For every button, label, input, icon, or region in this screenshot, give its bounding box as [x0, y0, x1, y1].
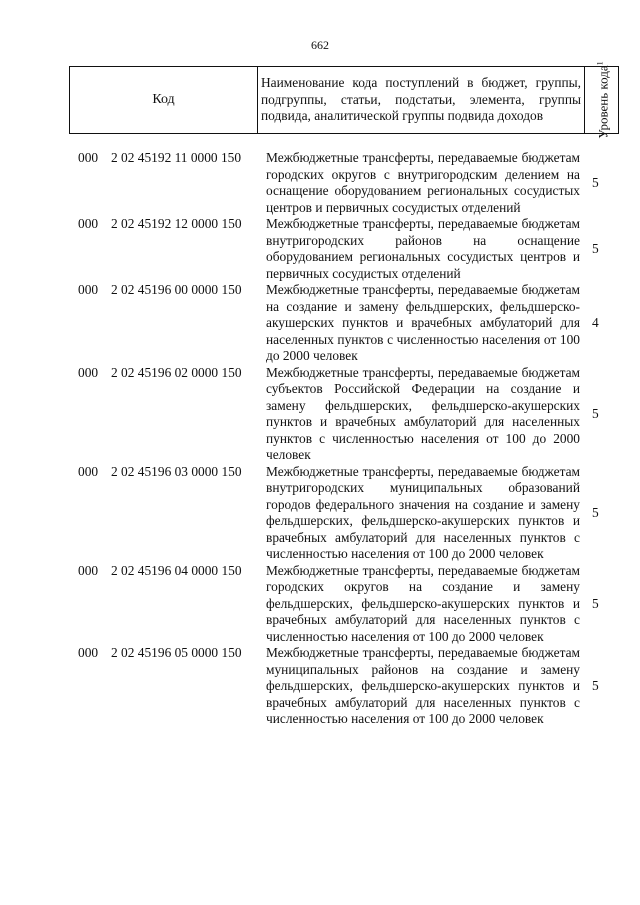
- row-level: 5: [592, 595, 599, 611]
- header-level-label: [593, 61, 610, 138]
- row-name: Межбюджетные трансферты, передаваемые бюджетам субъектов Российской Федерации на создание и замену фельдшерских, фельдшерско-акушерских пунктов и врачебных амбулаторий для населенных пунктов с численностью населения от 100 до 2000 человек: [266, 364, 580, 462]
- row-level: 4: [592, 315, 599, 331]
- row-code: 2 02 45192 12 0000 150: [111, 216, 242, 231]
- header-code-cell: Код: [70, 67, 258, 134]
- table-row: [0, 365, 640, 464]
- row-prefix: 000: [78, 364, 99, 380]
- table-header: [69, 61, 619, 139]
- page-number: 662: [311, 38, 329, 52]
- row-prefix: 000: [78, 645, 99, 660]
- header-name-cell: Наименование кода поступлений в бюджет, группы, подгруппы, статьи, подстатьи, элемента, группы подвида, аналитической группы подвида доходов: [258, 67, 585, 134]
- row-level: 5: [592, 406, 599, 421]
- row-code: 2 02 45196 03 0000 150: [111, 463, 242, 479]
- header-level-text: Уровень кода: [595, 65, 611, 139]
- table-row: [0, 464, 640, 563]
- row-level: 5: [592, 175, 599, 190]
- row-prefix: 000: [78, 282, 99, 297]
- row-prefix: 000: [78, 463, 99, 479]
- row-code: 2 02 45196 05 0000 150: [111, 645, 242, 660]
- row-code: 2 02 45196 04 0000 150: [111, 562, 242, 578]
- row-name: Межбюджетные трансферты, передаваемые бюджетам на создание и замену фельдшерских, фельдшерско-акушерских пунктов и врачебных амбулаторий для населенных пунктов с численностью населения от 100 до 2000 человек: [266, 282, 580, 363]
- row-name: Межбюджетные трансферты, передаваемые бюджетам внутригородских муниципальных образований городов федерального значения на создание и замену фельдшерских, фельдшерско-акушерских пунктов и врачебных амбулаторий для населенных пунктов с численностью населения от 100 до 2000 человек: [266, 463, 580, 561]
- row-prefix: 000: [78, 216, 99, 231]
- header-level-footnote: 1: [594, 61, 604, 66]
- row-name: Межбюджетные трансферты, передаваемые бюджетам внутригородских районов на оснащение оборудованием региональных сосудистых центров и первичных сосудистых отделений: [266, 216, 580, 281]
- row-level: 5: [592, 505, 599, 520]
- row-code: 2 02 45196 00 0000 150: [111, 282, 242, 297]
- row-code: 2 02 45196 02 0000 150: [111, 364, 242, 380]
- row-prefix: 000: [78, 150, 99, 165]
- row-name: Межбюджетные трансферты, передаваемые бюджетам городских округов с внутригородским делением на оснащение оборудованием региональных сосудистых центров и первичных сосудистых отделений: [266, 150, 580, 215]
- table-row: [0, 563, 640, 646]
- table-row: [0, 282, 640, 365]
- row-prefix: 000: [78, 562, 99, 578]
- table-row: [0, 150, 640, 216]
- table-row: [0, 216, 640, 282]
- row-name: Межбюджетные трансферты, передаваемые бюджетам городских округов на создание и замену фельдшерских, фельдшерско-акушерских пунктов и врачебных амбулаторий для населенных пунктов с численностью населения от 100 до 2000 человек: [266, 562, 580, 644]
- code-rows: [0, 150, 640, 728]
- row-level: 5: [592, 678, 599, 694]
- row-name: Межбюджетные трансферты, передаваемые бюджетам муниципальных районов на создание и замену фельдшерских, фельдшерско-акушерских пунктов и врачебных амбулаторий для населенных пунктов с численностью населения от 100 до 2000 человек: [266, 645, 580, 726]
- header-level-cell: [585, 61, 619, 139]
- table-row: [0, 645, 640, 728]
- row-code: 2 02 45192 11 0000 150: [111, 150, 242, 165]
- row-level: 5: [592, 241, 599, 256]
